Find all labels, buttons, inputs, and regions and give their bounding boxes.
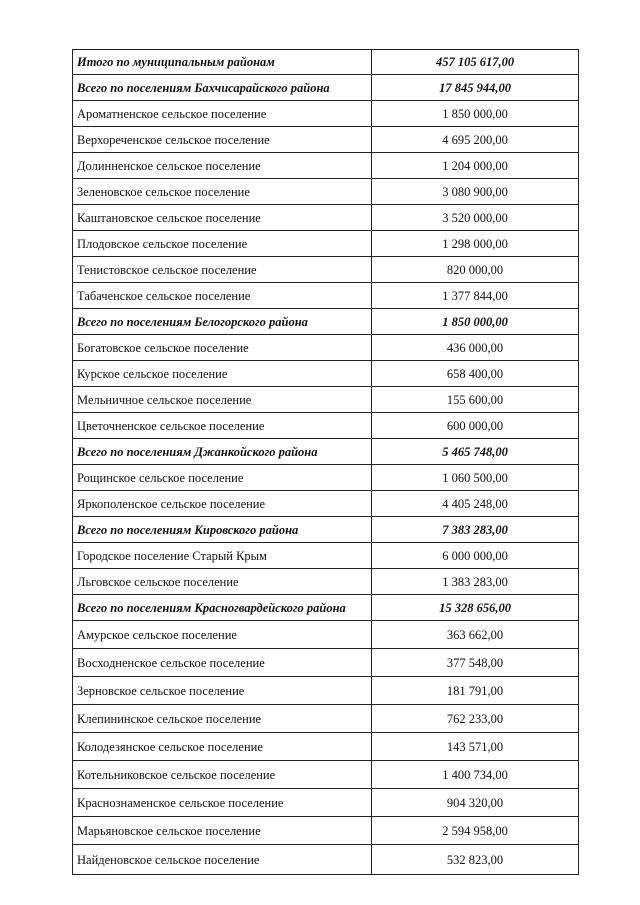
settlement-name-cell: Табаченское сельское поселение [73, 283, 372, 309]
table-row [73, 569, 579, 595]
settlement-name-cell: Рощинское сельское поселение [73, 465, 372, 491]
settlement-name-cell: Курское сельское поселение [73, 361, 372, 387]
amount-cell: 17 845 944,00 [372, 75, 579, 101]
table-row-total [73, 50, 579, 75]
table-row [73, 621, 579, 649]
amount-cell: 155 600,00 [372, 387, 579, 413]
table-row [73, 283, 579, 309]
table-row-total [73, 75, 579, 101]
amount-cell: 6 000 000,00 [372, 543, 579, 569]
settlement-name-cell: Всего по поселениям Джанкойского района [73, 439, 372, 465]
amount-cell: 1 204 000,00 [372, 153, 579, 179]
settlement-name-cell: Городское поселение Старый Крым [73, 543, 372, 569]
settlement-name-cell: Ароматненское сельское поселение [73, 101, 372, 127]
settlement-name-cell: Яркополенское сельское поселение [73, 491, 372, 517]
settlement-name-cell: Восходненское сельское поселение [73, 649, 372, 677]
settlement-name-cell: Итого по муниципальным районам [73, 50, 372, 75]
table-row [73, 789, 579, 817]
settlement-name-cell: Верхореченское сельское поселение [73, 127, 372, 153]
settlement-name-cell: Амурское сельское поселение [73, 621, 372, 649]
table-row [73, 361, 579, 387]
settlement-name-cell: Мельничное сельское поселение [73, 387, 372, 413]
amount-cell: 1 377 844,00 [372, 283, 579, 309]
settlement-name-cell: Марьяновское сельское поселение [73, 817, 372, 845]
settlement-name-cell: Краснознаменское сельское поселение [73, 789, 372, 817]
amount-cell: 15 328 656,00 [372, 595, 579, 621]
table-row [73, 677, 579, 705]
table-row-total [73, 517, 579, 543]
settlement-name-cell: Тенистовское сельское поселение [73, 257, 372, 283]
amount-cell: 457 105 617,00 [372, 50, 579, 75]
amount-cell: 436 000,00 [372, 335, 579, 361]
settlement-name-cell: Цветочненское сельское поселение [73, 413, 372, 439]
table-row [73, 705, 579, 733]
settlement-name-cell: Богатовское сельское поселение [73, 335, 372, 361]
amount-cell: 4 405 248,00 [372, 491, 579, 517]
amount-cell: 4 695 200,00 [372, 127, 579, 153]
amount-cell: 762 233,00 [372, 705, 579, 733]
amount-cell: 181 791,00 [372, 677, 579, 705]
settlement-name-cell: Зеленовское сельское поселение [73, 179, 372, 205]
settlement-name-cell: Найденовское сельское поселение [73, 845, 372, 875]
amount-cell: 658 400,00 [372, 361, 579, 387]
table-row-total [73, 439, 579, 465]
table-row [73, 101, 579, 127]
allocation-table [72, 49, 579, 875]
amount-cell: 363 662,00 [372, 621, 579, 649]
table-row [73, 817, 579, 845]
settlement-name-cell: Колодезянское сельское поселение [73, 733, 372, 761]
amount-cell: 143 571,00 [372, 733, 579, 761]
amount-cell: 3 080 900,00 [372, 179, 579, 205]
table-row [73, 413, 579, 439]
amount-cell: 820 000,00 [372, 257, 579, 283]
table-row [73, 491, 579, 517]
amount-cell: 1 850 000,00 [372, 101, 579, 127]
table-row-total [73, 309, 579, 335]
table-row [73, 179, 579, 205]
amount-cell: 3 520 000,00 [372, 205, 579, 231]
table-body [73, 50, 579, 875]
amount-cell: 5 465 748,00 [372, 439, 579, 465]
table-row [73, 761, 579, 789]
amount-cell: 904 320,00 [372, 789, 579, 817]
amount-cell: 1 298 000,00 [372, 231, 579, 257]
settlement-name-cell: Всего по поселениям Бахчисарайского района [73, 75, 372, 101]
table-row [73, 649, 579, 677]
settlement-name-cell: Плодовское сельское поселение [73, 231, 372, 257]
amount-cell: 377 548,00 [372, 649, 579, 677]
table-row [73, 335, 579, 361]
settlement-name-cell: Каштановское сельское поселение [73, 205, 372, 231]
table-row [73, 153, 579, 179]
table-row [73, 387, 579, 413]
settlement-name-cell: Льговское сельское поселение [73, 569, 372, 595]
table-row [73, 733, 579, 761]
table-row [73, 127, 579, 153]
amount-cell: 1 060 500,00 [372, 465, 579, 491]
amount-cell: 600 000,00 [372, 413, 579, 439]
amount-cell: 1 400 734,00 [372, 761, 579, 789]
table-row [73, 845, 579, 875]
settlement-name-cell: Всего по поселениям Красногвардейского района [73, 595, 372, 621]
amount-cell: 2 594 958,00 [372, 817, 579, 845]
settlement-name-cell: Долинненское сельское поселение [73, 153, 372, 179]
settlement-name-cell: Всего по поселениям Белогорского района [73, 309, 372, 335]
settlement-name-cell: Котельниковское сельское поселение [73, 761, 372, 789]
settlement-name-cell: Зерновское сельское поселение [73, 677, 372, 705]
amount-cell: 532 823,00 [372, 845, 579, 875]
table-row-total [73, 595, 579, 621]
settlement-name-cell: Клепининское сельское поселение [73, 705, 372, 733]
table-row [73, 205, 579, 231]
table-row [73, 465, 579, 491]
amount-cell: 1 850 000,00 [372, 309, 579, 335]
amount-cell: 1 383 283,00 [372, 569, 579, 595]
table-row [73, 543, 579, 569]
settlement-name-cell: Всего по поселениям Кировского района [73, 517, 372, 543]
table-row [73, 257, 579, 283]
amount-cell: 7 383 283,00 [372, 517, 579, 543]
table-row [73, 231, 579, 257]
